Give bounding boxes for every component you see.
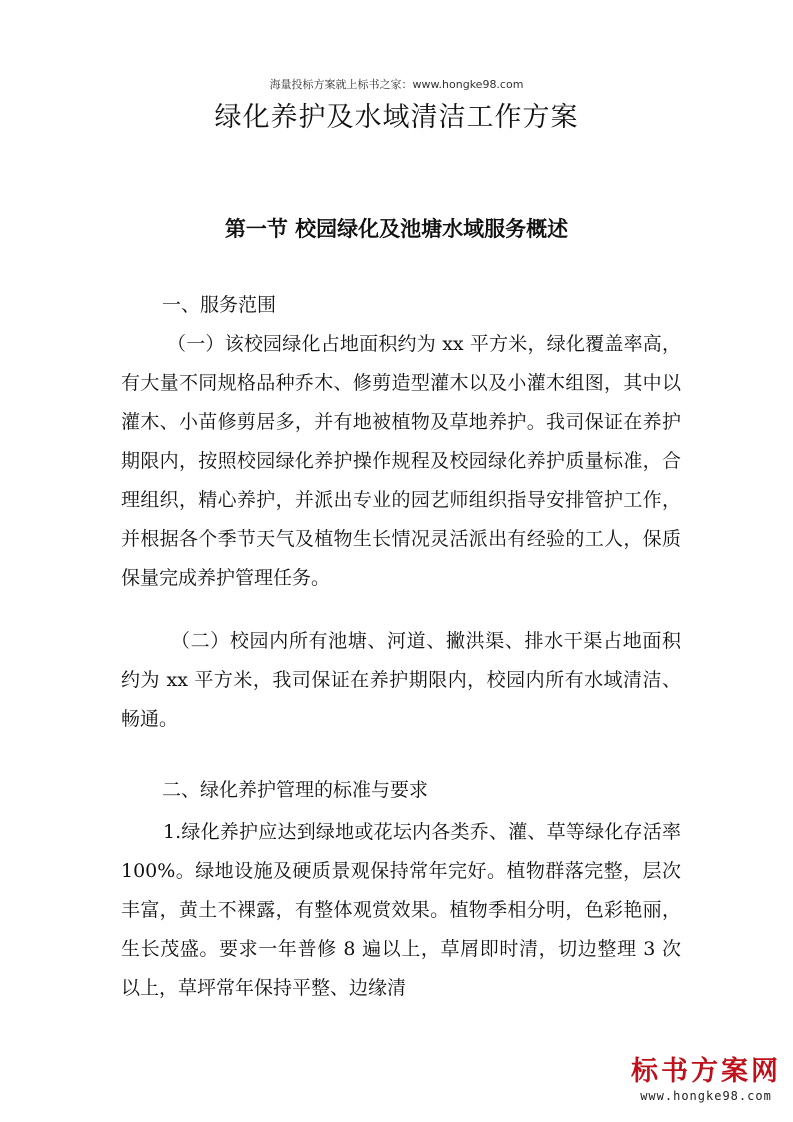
- paragraph-greening-scope: （一）该校园绿化占地面积约为 xx 平方米，绿化覆盖率高，有大量不同规格品种乔木、修剪造型灌木以及小灌木组图，其中以灌木、小苗修剪居多，并有地被植物及草地养护。我司保证在养护期限内，按照校园绿化养护操作规程及校园绿化养护质量标准，合理组织，精心养护，并派出专业的园艺师组织指导安排管护工作，并根据各个季节天气及植物生长情况灵活派出有经验的工人，保质保量完成养护管理任务。: [121, 333, 681, 589]
- watermark-url: www.hongke98.com: [640, 1089, 772, 1103]
- heading-standards: 二、绿化养护管理的标准与要求: [162, 779, 429, 801]
- watermark-title: 标书方案网: [631, 1056, 781, 1087]
- header-note: 海量投标方案就上标书之家：www.hongke98.com: [269, 78, 524, 91]
- document-title: 绿化养护及水域清洁工作方案: [214, 102, 579, 133]
- watermark-logo: [631, 1056, 781, 1112]
- heading-service-scope: 一、服务范围: [162, 294, 277, 316]
- paragraph-water-scope: （二）校园内所有池塘、河道、撇洪渠、排水干渠占地面积约为 xx 平方米，我司保证在养护期限内，校园内所有水域清洁、畅通。: [121, 630, 681, 730]
- section-title: 第一节 校园绿化及池塘水域服务概述: [224, 216, 569, 241]
- paragraph-standards: 1.绿化养护应达到绿地或花坛内各类乔、灌、草等绿化存活率 100%。绿地设施及硬质景观保持常年完好。植物群落完整，层次丰富，黄土不裸露，有整体观赏效果。植物季相分明，色彩艳丽，生长茂盛。要求一年普修 8 遍以上，草屑即时清，切边整理 3 次以上，草坪常年保持平整、边缘清: [121, 821, 681, 999]
